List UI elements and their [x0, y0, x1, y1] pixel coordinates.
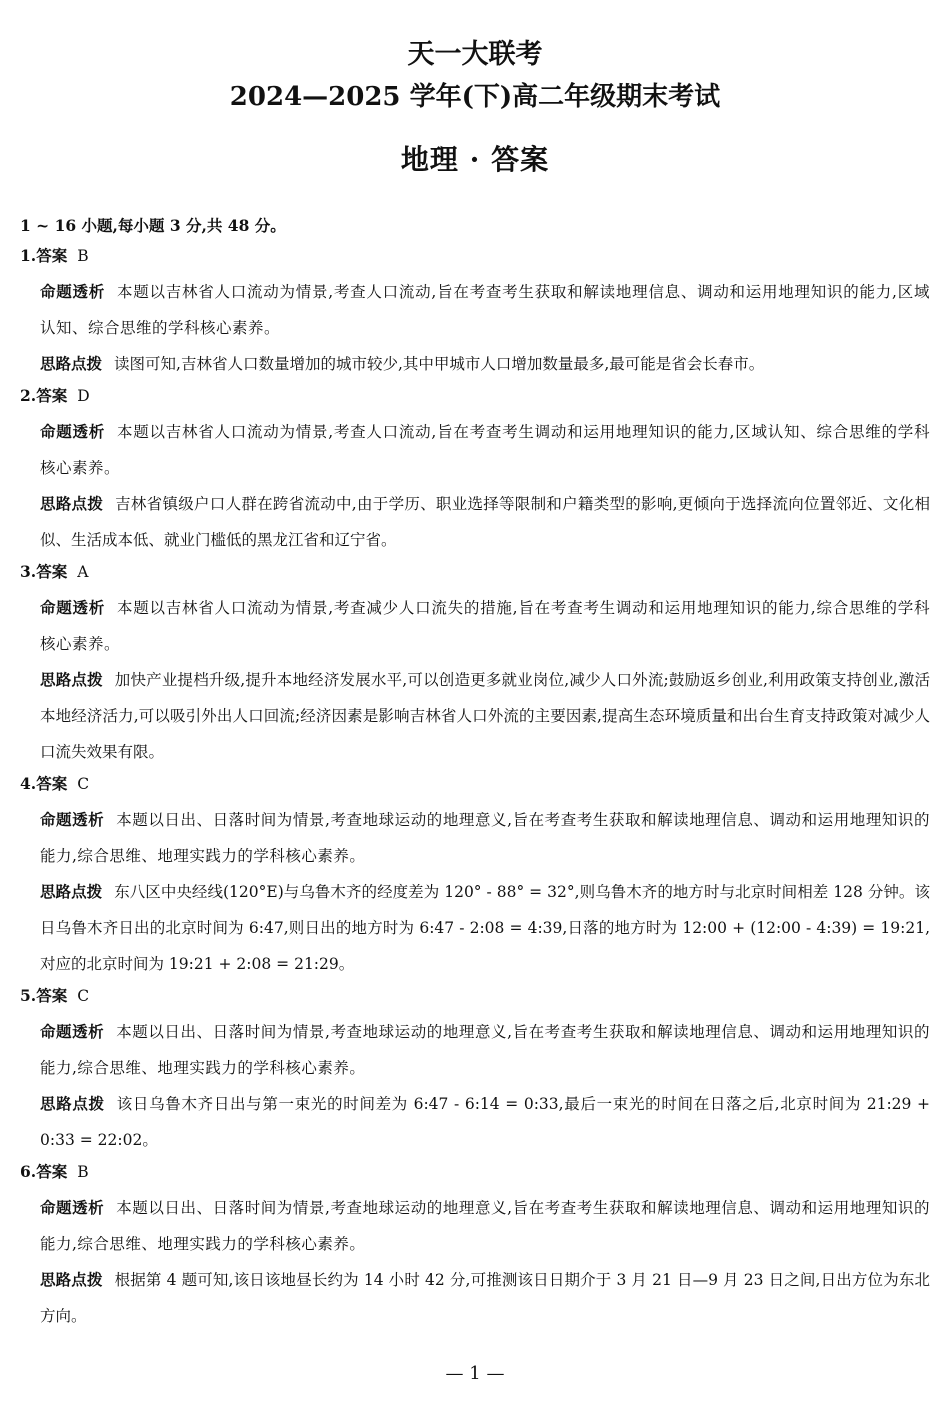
dianbo-paragraph: [40, 1262, 930, 1334]
touxi-label: 命题透析: [40, 810, 105, 829]
dianbo-text: 根据第 4 题可知,该日该地昼长约为 14 小时 42 分,可推测该日日期介于 3 月 21 日—9 月 23 日之间,日出方位为东北方向。: [40, 1271, 930, 1325]
org-title: 天一大联考: [407, 39, 543, 70]
question-number: 6.: [20, 1162, 37, 1181]
answer-label: 答案: [36, 774, 68, 793]
answer-letter: A: [77, 563, 89, 581]
dianbo-paragraph: [40, 874, 930, 982]
answer-letter: C: [77, 775, 90, 793]
dianbo-label: 思路点拨: [40, 882, 103, 901]
dianbo-text: 加快产业提档升级,提升本地经济发展水平,可以创造更多就业岗位,减少人口外流;鼓励返乡创业,利用政策支持创业,激活本地经济活力,可以吸引外出人口回流;经济因素是影响吉林省人口外流的主要因素,提高生态环境质量和出台生育支持政策对减少人口流失效果有限。: [40, 671, 930, 761]
dianbo-paragraph: [40, 1086, 930, 1158]
answer-letter: C: [77, 987, 90, 1005]
dianbo-label: 思路点拨: [40, 354, 103, 373]
page-number: — 1 —: [445, 1363, 505, 1384]
answer-letter: B: [77, 1163, 89, 1181]
question-item: [20, 770, 930, 982]
answer-letter: B: [77, 247, 89, 265]
answer-label: 答案: [36, 562, 68, 581]
touxi-text: 本题以吉林省人口流动为情景,考查人口流动,旨在考查考生调动和运用地理知识的能力,区域认知、综合思维的学科核心素养。: [40, 423, 930, 477]
touxi-paragraph: [40, 1190, 930, 1262]
touxi-paragraph: [40, 590, 930, 662]
touxi-label: 命题透析: [40, 1022, 105, 1041]
dianbo-text: 读图可知,吉林省人口数量增加的城市较少,其中甲城市人口增加数量最多,最可能是省会长春市。: [114, 355, 765, 373]
dianbo-text: 东八区中央经线(120°E)与乌鲁木齐的经度差为 120° - 88° = 32°,则乌鲁木齐的地方时与北京时间相差 128 分钟。该日乌鲁木齐日出的北京时间为 6:47,则日出的地方时为 6:47 - 2:08 = 4:39,日落的地方时为 12:00 + (12:00 - 4:39) = 19:21,对应的北京时间为 19:21 + 2:08 = 21:29。: [40, 883, 930, 973]
touxi-text: 本题以吉林省人口流动为情景,考查人口流动,旨在考查考生获取和解读地理信息、调动和运用地理知识的能力,区域认知、综合思维的学科核心素养。: [40, 283, 930, 337]
question-answer-line: [20, 982, 930, 1014]
touxi-paragraph: [40, 274, 930, 346]
question-item: [20, 1158, 930, 1334]
touxi-paragraph: [40, 802, 930, 874]
dianbo-label: 思路点拨: [40, 1094, 105, 1113]
touxi-label: 命题透析: [40, 1198, 105, 1217]
dianbo-text: 该日乌鲁木齐日出与第一束光的时间差为 6:47 - 6:14 = 0:33,最后一束光的时间在日落之后,北京时间为 21:29 + 0:33 = 22:02。: [40, 1095, 930, 1149]
touxi-text: 本题以日出、日落时间为情景,考查地球运动的地理意义,旨在考查考生获取和解读地理信息、调动和运用地理知识的能力,综合思维、地理实践力的学科核心素养。: [40, 811, 930, 865]
touxi-label: 命题透析: [40, 422, 105, 441]
section-intro: 1 ~ 16 小题,每小题 3 分,共 48 分。: [20, 216, 286, 235]
question-number: 4.: [20, 774, 37, 793]
touxi-label: 命题透析: [40, 282, 105, 301]
dianbo-paragraph: [40, 486, 930, 558]
question-item: [20, 558, 930, 770]
question-number: 2.: [20, 386, 37, 405]
dianbo-paragraph: [40, 662, 930, 770]
answer-label: 答案: [36, 986, 68, 1005]
dianbo-label: 思路点拨: [40, 1270, 103, 1289]
answer-label: 答案: [36, 1162, 68, 1181]
question-answer-line: [20, 242, 930, 274]
question-item: [20, 982, 930, 1158]
answer-label: 答案: [36, 246, 68, 265]
question-answer-line: [20, 558, 930, 590]
dianbo-label: 思路点拨: [40, 494, 104, 513]
touxi-paragraph: [40, 414, 930, 486]
answer-label: 答案: [36, 386, 68, 405]
question-answer-line: [20, 382, 930, 414]
answer-letter: D: [77, 387, 90, 405]
subject-title: 地理 · 答案: [400, 143, 550, 176]
question-number: 3.: [20, 562, 37, 581]
question-answer-line: [20, 1158, 930, 1190]
answer-content: [20, 212, 930, 1334]
dianbo-text: 吉林省镇级户口人群在跨省流动中,由于学历、职业选择等限制和户籍类型的影响,更倾向于选择流向位置邻近、文化相似、生活成本低、就业门槛低的黑龙江省和辽宁省。: [40, 495, 930, 549]
question-item: [20, 242, 930, 382]
exam-title: 2024—2025 学年(下)高二年级期末考试: [229, 82, 721, 112]
touxi-paragraph: [40, 1014, 930, 1086]
dianbo-label: 思路点拨: [40, 670, 103, 689]
question-item: [20, 382, 930, 558]
touxi-label: 命题透析: [40, 598, 105, 617]
question-number: 5.: [20, 986, 37, 1005]
dianbo-paragraph: [40, 346, 930, 382]
question-number: 1.: [20, 246, 37, 265]
touxi-text: 本题以吉林省人口流动为情景,考查减少人口流失的措施,旨在考查考生调动和运用地理知识的能力,综合思维的学科核心素养。: [40, 599, 930, 653]
touxi-text: 本题以日出、日落时间为情景,考查地球运动的地理意义,旨在考查考生获取和解读地理信息、调动和运用地理知识的能力,综合思维、地理实践力的学科核心素养。: [40, 1199, 930, 1253]
question-answer-line: [20, 770, 930, 802]
touxi-text: 本题以日出、日落时间为情景,考查地球运动的地理意义,旨在考查考生获取和解读地理信息、调动和运用地理知识的能力,综合思维、地理实践力的学科核心素养。: [40, 1023, 930, 1077]
